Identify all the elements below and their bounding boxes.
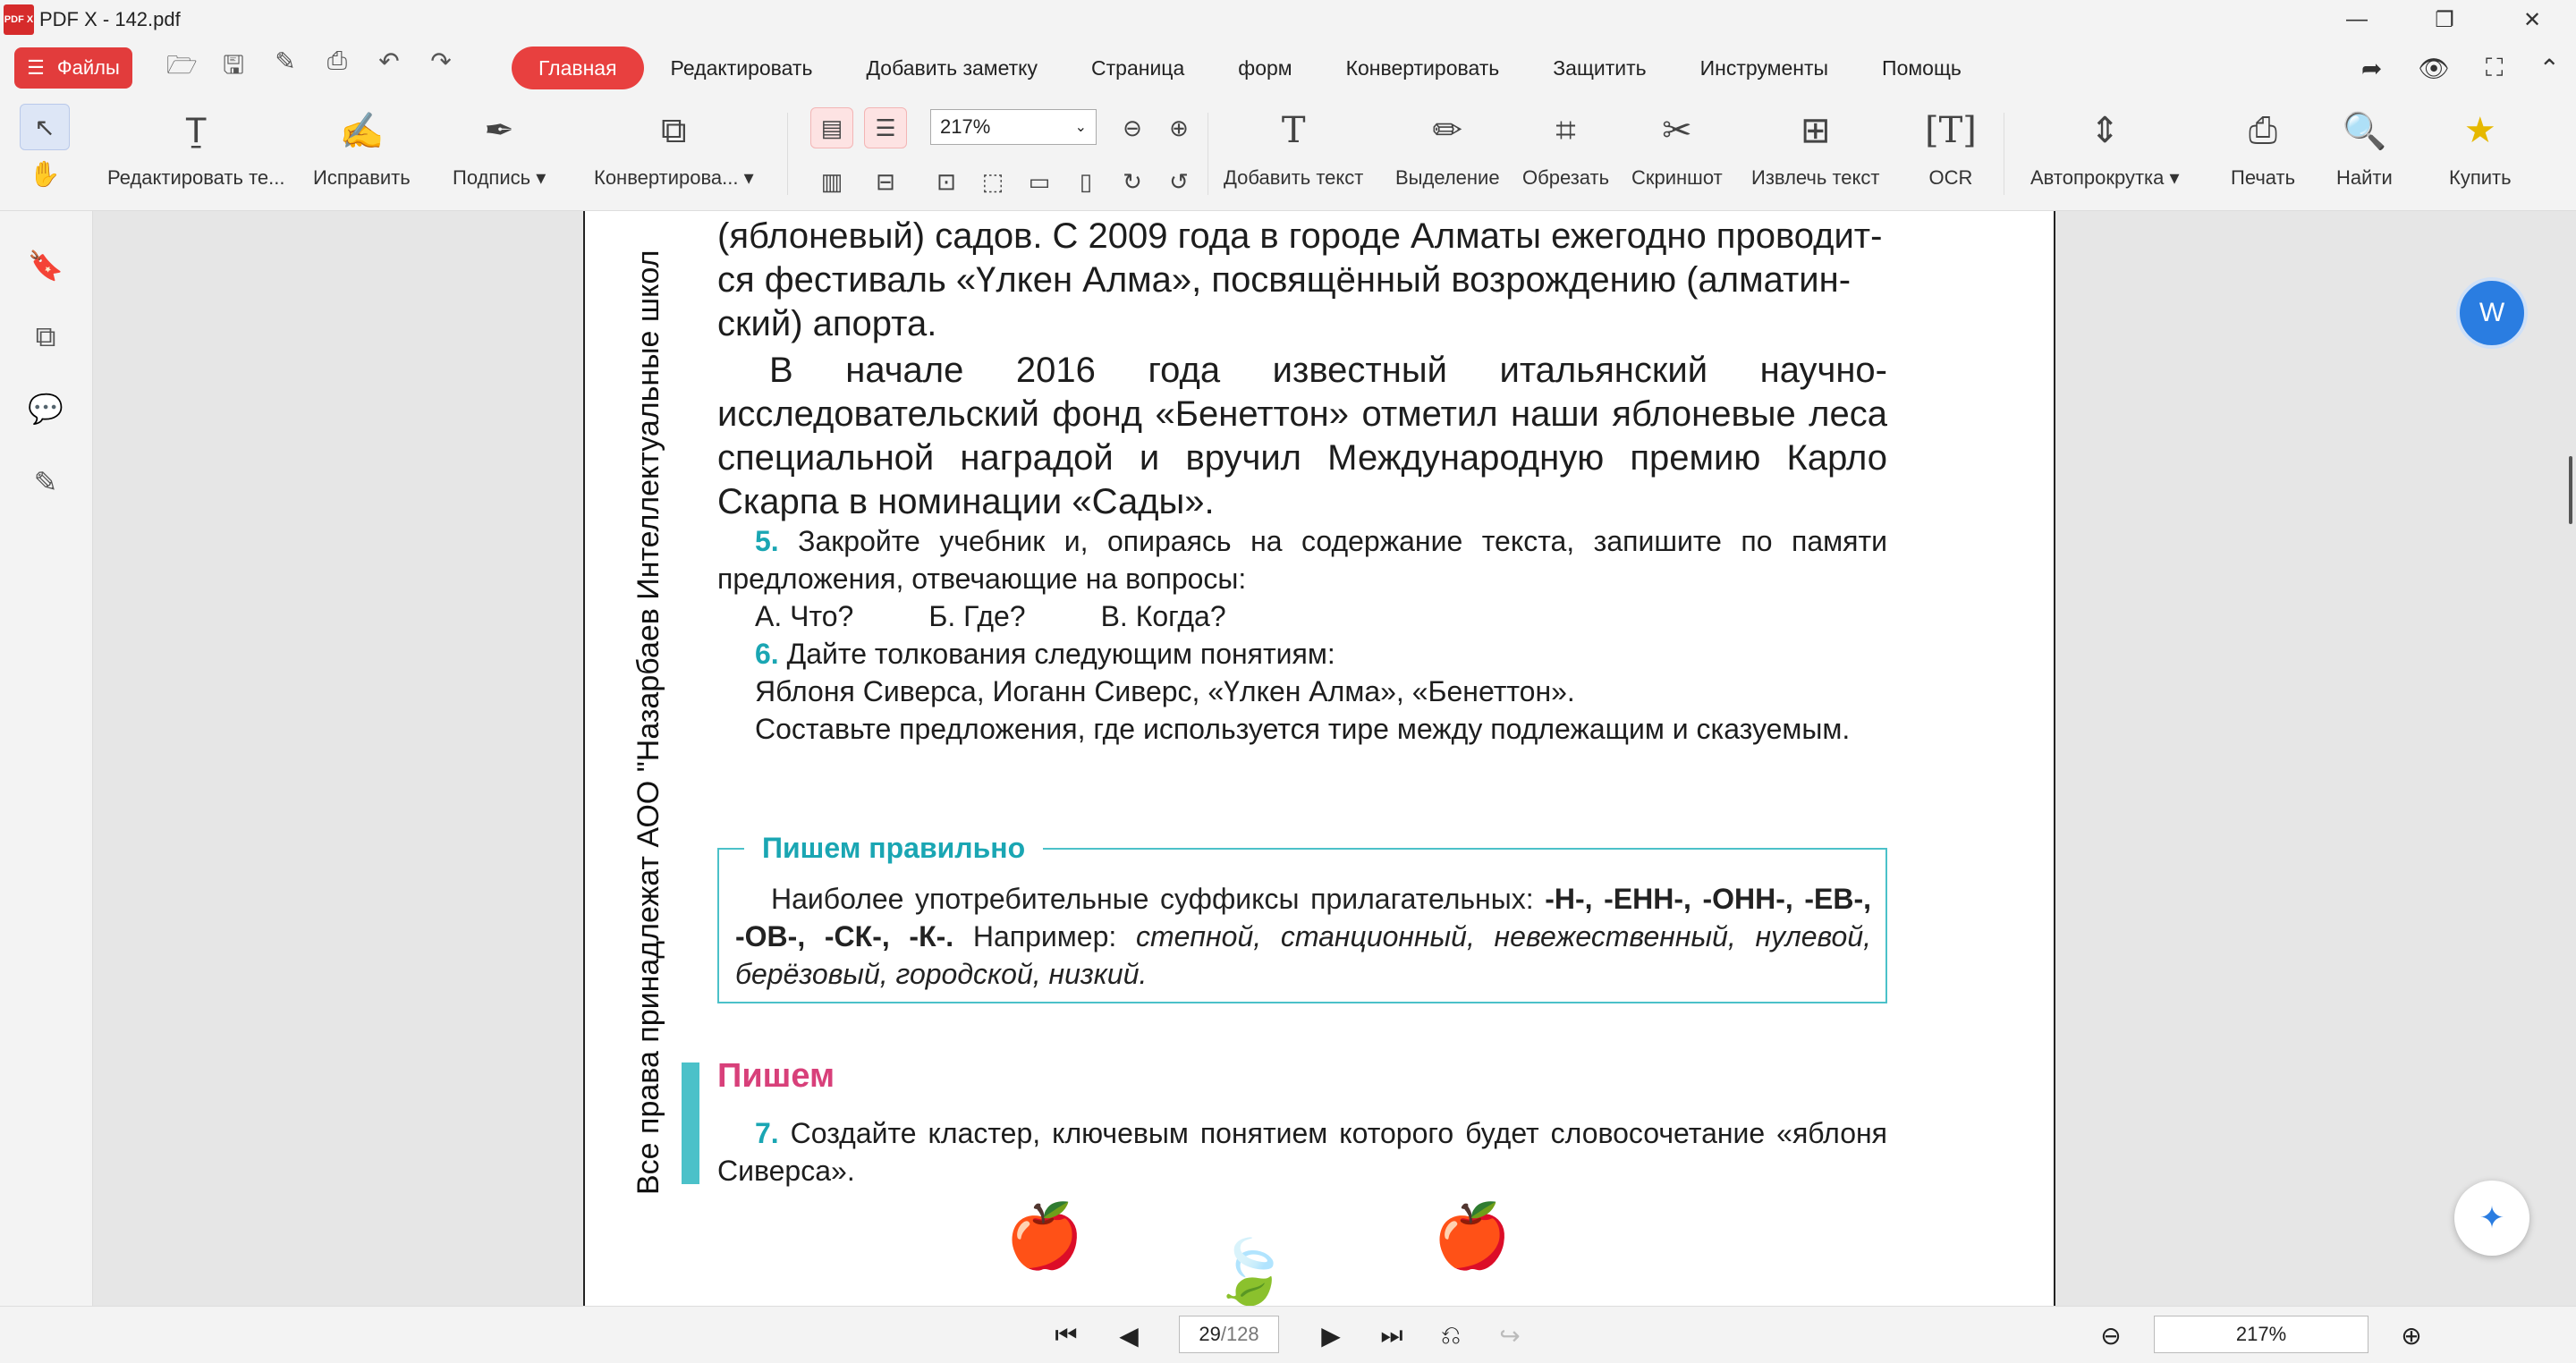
minimize-button[interactable]: —: [2346, 7, 2368, 31]
zoom-in-icon[interactable]: ⊕: [1169, 114, 1189, 141]
prev-page-icon[interactable]: ◀: [1119, 1321, 1139, 1350]
text-t-icon: T: [1281, 110, 1306, 151]
hand-tool-icon[interactable]: ✋: [29, 159, 61, 188]
last-page-icon[interactable]: ⏭: [1380, 1320, 1403, 1349]
next-view-icon[interactable]: ↪: [1499, 1321, 1521, 1350]
highlighter-icon: ✏: [1432, 111, 1463, 150]
zoom-out-icon[interactable]: ⊖: [1123, 114, 1142, 141]
star-badge-icon: ★: [2463, 111, 2496, 150]
continuous-page-icon[interactable]: ☰: [864, 107, 907, 148]
two-page-icon[interactable]: ▥: [820, 167, 843, 195]
tab-add-note[interactable]: Добавить заметку: [866, 55, 1038, 80]
autoscroll-icon: ⇕: [2089, 111, 2121, 150]
save-icon[interactable]: 🖫: [223, 51, 244, 79]
rule-box-title: Пишем правильно: [744, 832, 1043, 865]
crop-tool[interactable]: ⌗ Обрезать: [1522, 104, 1609, 190]
open-icon[interactable]: 🗁: [166, 51, 198, 79]
tab-help[interactable]: Помощь: [1882, 55, 1962, 80]
tab-home[interactable]: Главная: [512, 47, 644, 89]
extract-text-icon: ⊞: [1800, 111, 1831, 150]
collapse-ribbon-icon[interactable]: ⌃: [2538, 54, 2560, 82]
paragraph-1: (яблоневый) садов. С 2009 года в городе Алматы ежегодно проводит- ся фестиваль «Үлкен Алма», посвящённый возрождению (алматин- ский) апорта.: [717, 216, 1883, 343]
search-icon: 🔍: [2342, 111, 2387, 151]
single-page-icon[interactable]: ▤: [810, 107, 853, 148]
ocr-icon: [T]: [1925, 110, 1977, 151]
menu-bar: [0, 39, 2576, 97]
window-title: PDF X - 142.pdf: [39, 8, 181, 30]
tab-page[interactable]: Страница: [1091, 55, 1185, 80]
buy-tool[interactable]: ★ Купить: [2449, 104, 2512, 190]
section-accent-bar: [682, 1062, 699, 1184]
signature-tool[interactable]: ✒ Подпись ▾: [453, 104, 546, 190]
convert-to-word-button[interactable]: [2456, 277, 2528, 349]
comment-icon[interactable]: 💬: [28, 393, 64, 425]
status-bar: [0, 1306, 2576, 1363]
share-icon[interactable]: ➦: [2360, 54, 2383, 82]
cover-page-icon[interactable]: ⊟: [876, 167, 895, 195]
rule-box-text: Наиболее употребительные суффиксы прилагательных: -Н-, -ЕНН-, -ОНН-, -ЕВ-, -ОВ-, -СК-, -К-. Например: степной, станционный, невежественный, нулевой, берёзовый, городской, низкий.: [735, 883, 1872, 990]
highlight-tool[interactable]: ✏ Выделение: [1395, 104, 1500, 190]
close-button[interactable]: ✕: [2522, 7, 2542, 32]
edit-text-icon: Ṯ: [185, 110, 208, 150]
fix-tool[interactable]: ✍ Исправить: [313, 104, 411, 190]
ai-assistant-button[interactable]: [2454, 1181, 2529, 1256]
title-bar: [0, 0, 2576, 39]
rotate-ccw-icon[interactable]: ↺: [1169, 167, 1189, 195]
left-sidebar: [0, 211, 93, 1363]
apple-icon-2: 🍎: [1433, 1201, 1512, 1271]
leaf-icon: 🍃: [1211, 1237, 1290, 1306]
convert-tool[interactable]: ⧉ Конвертирова... ▾: [594, 104, 754, 190]
fit-width-icon[interactable]: ▭: [1028, 167, 1051, 195]
extract-text-tool[interactable]: ⊞ Извлечь текст: [1751, 104, 1879, 190]
bookmark-icon[interactable]: 🔖: [28, 250, 64, 282]
rule-box: [717, 832, 1887, 1003]
tab-edit[interactable]: Редактировать: [670, 55, 813, 80]
select-cursor-icon[interactable]: ↖: [20, 104, 70, 150]
ai-brain-icon: ✦: [2479, 1201, 2505, 1235]
convert-icon: ⧉: [661, 110, 687, 150]
ocr-tool[interactable]: [T] OCR: [1925, 104, 1977, 190]
task-6-terms: Яблоня Сиверса, Иоганн Сиверс, «Үлкен Алма», «Бенеттон».: [755, 675, 1575, 707]
first-page-icon[interactable]: ⏮: [1055, 1320, 1078, 1349]
actual-size-icon[interactable]: ⊡: [936, 167, 956, 195]
signature-icon: ✒: [484, 111, 514, 150]
task-5-questions: А. Что? Б. Где? В. Когда?: [755, 600, 1226, 632]
word-convert-icon: W: [2479, 298, 2505, 327]
ribbon-toolbar: [0, 97, 2576, 211]
prev-view-icon[interactable]: ⎌: [1440, 1320, 1462, 1349]
undo-icon[interactable]: ↶: [378, 47, 400, 75]
scissors-icon: ✂: [1662, 111, 1692, 150]
document-viewport[interactable]: [93, 211, 2576, 1306]
page-number-input[interactable]: 29 /128: [1179, 1316, 1279, 1353]
redo-icon[interactable]: ↷: [430, 47, 452, 75]
files-button[interactable]: [14, 47, 132, 89]
zoom-out-status-icon[interactable]: ⊖: [2100, 1321, 2122, 1350]
rotate-cw-icon[interactable]: ↻: [1123, 167, 1142, 195]
zoom-in-status-icon[interactable]: ⊕: [2401, 1321, 2422, 1350]
task-6-extra: Составьте предложения, где используется тире между подлежащим и сказуемым.: [755, 713, 1851, 745]
restore-button[interactable]: ❐: [2435, 7, 2454, 32]
add-text-tool[interactable]: T Добавить текст: [1224, 104, 1363, 190]
chevron-down-icon: ⌄: [1074, 120, 1087, 135]
section-title: Пишем: [717, 1057, 835, 1095]
save-as-icon[interactable]: ✎: [275, 47, 296, 75]
crop-icon: ⌗: [1555, 110, 1576, 150]
find-tool[interactable]: 🔍 Найти: [2336, 104, 2393, 190]
tab-forms[interactable]: форм: [1238, 55, 1292, 80]
pdf-page: [583, 211, 2055, 1306]
zoom-select[interactable]: 217% ⌄: [930, 109, 1097, 145]
view-mode-icon[interactable]: 👁: [2418, 54, 2450, 82]
scrollbar-thumb[interactable]: [2569, 456, 2572, 524]
apple-icon: 🍎: [1005, 1201, 1084, 1271]
task-5: 5. Закройте учебник и, опираясь на содержание текста, запишите по памяти предложения, отвечающие на вопросы:: [717, 525, 1887, 595]
edit-text-tool[interactable]: Ṯ Редактировать те...: [107, 104, 284, 190]
autoscroll-tool[interactable]: ⇕ Автопрокрутка ▾: [2030, 104, 2180, 190]
form-fields-icon[interactable]: ✎: [33, 466, 58, 498]
printer-icon: ⎙: [2249, 110, 2278, 150]
tab-tools[interactable]: Инструменты: [1699, 55, 1829, 80]
tab-convert[interactable]: Конвертировать: [1345, 55, 1500, 80]
fit-visible-icon[interactable]: ▯: [1079, 167, 1093, 195]
zoom-status-field[interactable]: 217%: [2154, 1316, 2368, 1353]
app-logo: PDF X: [4, 4, 34, 35]
fit-page-icon[interactable]: ⬚: [981, 167, 1004, 195]
task-7: 7. Создайте кластер, ключевым понятием которого будет словосочетание «яблоня Сиверса».: [717, 1117, 1888, 1187]
files-label: Файлы: [56, 56, 120, 79]
pen-icon: ✍: [339, 111, 385, 151]
next-page-icon[interactable]: ▶: [1321, 1321, 1341, 1350]
tab-protect[interactable]: Защитить: [1553, 55, 1647, 80]
print-tool[interactable]: ⎙ Печать: [2231, 104, 2295, 190]
hamburger-icon: ☰: [27, 56, 45, 79]
fullscreen-icon[interactable]: ⛶: [2485, 53, 2504, 81]
vertical-copyright: Все права принадлежат АОО "Назарбаев Интеллектуальные школ: [631, 250, 665, 1195]
screenshot-tool[interactable]: ✂ Скриншот: [1631, 104, 1723, 190]
paragraph-2: В начале 2016 года известный итальянский научно-исследовательский фонд «Бенеттон» отметил наши яблоневые леса специальной наградой и вручил Международную премию Карло Скарпа в номинации «Сады».: [717, 351, 1887, 521]
pages-icon[interactable]: ⧉: [35, 320, 56, 352]
task-6: 6. Дайте толкования следующим понятиям:: [755, 638, 1335, 670]
print-quick-icon[interactable]: ⎙: [326, 47, 348, 74]
